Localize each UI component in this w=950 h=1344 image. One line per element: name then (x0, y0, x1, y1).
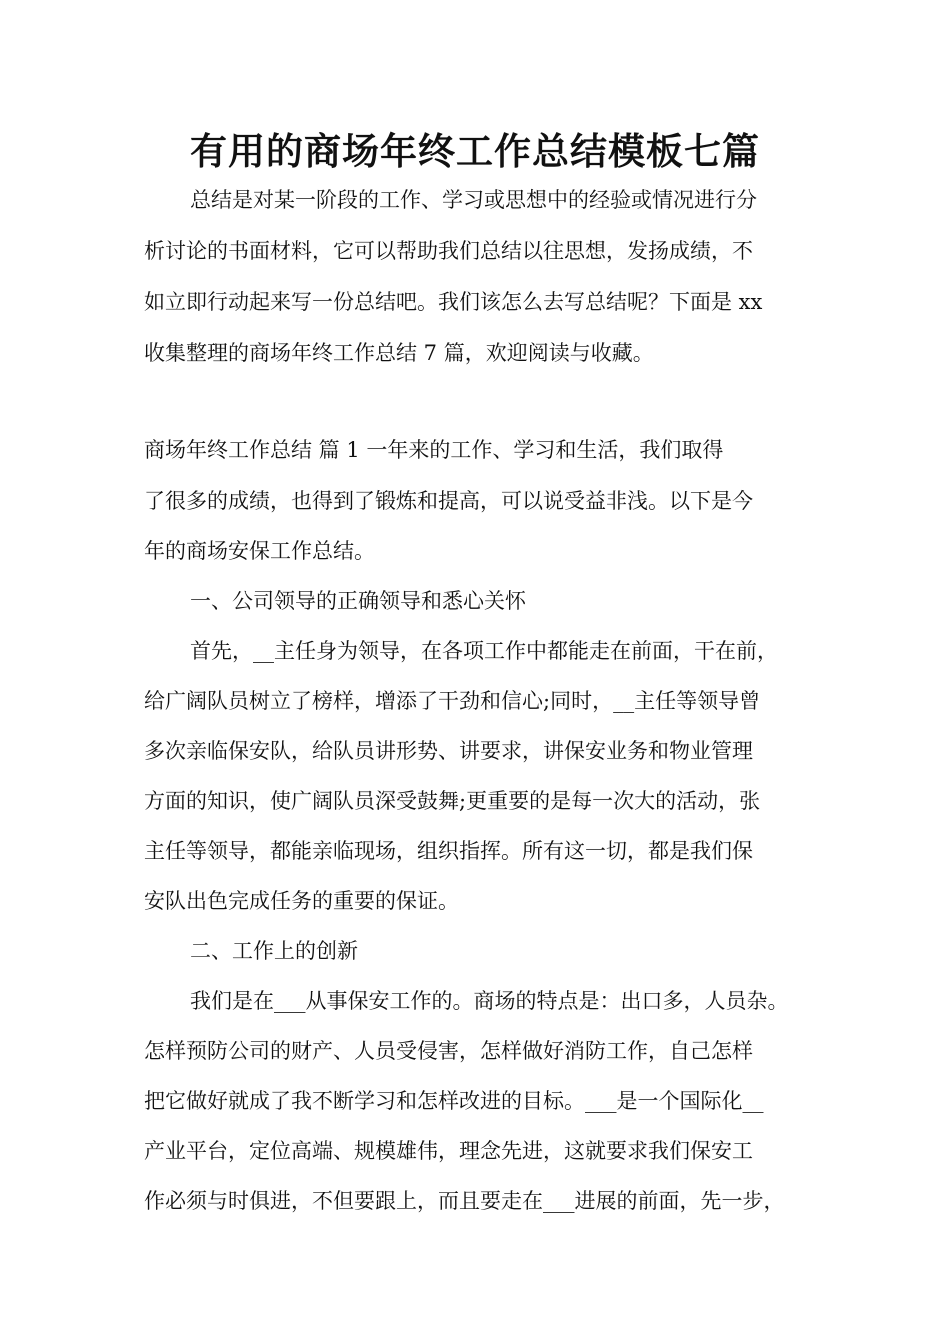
intro-line-1: 总结是对某一阶段的工作、学习或思想中的经验或情况进行分 (190, 188, 757, 212)
body-line: 产业平台，定位高端、规模雄伟，理念先进，这就要求我们保安工 (144, 1139, 753, 1163)
body-line: 方面的知识，使广阔队员深受鼓舞;更重要的是每一次大的活动，张 (144, 789, 761, 813)
body-line: 多次亲临保安队，给队员讲形势、讲要求，讲保安业务和物业管理 (144, 739, 753, 763)
body-line: 怎样预防公司的财产、人员受侵害，怎样做好消防工作，自己怎样 (144, 1039, 753, 1063)
body-line: 安队出色完成任务的重要的保证。 (144, 889, 459, 913)
intro-line-4: 收集整理的商场年终工作总结 7 篇，欢迎阅读与收藏。 (144, 341, 654, 365)
body-line: 首先，__主任身为领导，在各项工作中都能走在前面，干在前， (190, 639, 778, 663)
document-title: 有用的商场年终工作总结模板七篇 (190, 130, 760, 173)
body-line: 年的商场安保工作总结。 (144, 539, 375, 563)
section-1-heading-line: 商场年终工作总结 篇 1 一年来的工作、学习和生活，我们取得 (144, 438, 724, 462)
subheading-leadership: 一、公司领导的正确领导和悉心关怀 (190, 589, 526, 613)
subheading-innovation: 二、工作上的创新 (190, 939, 358, 963)
body-line: 把它做好就成了我不断学习和怎样改进的目标。___是一个国际化__ (144, 1089, 764, 1113)
body-line: 给广阔队员树立了榜样，增添了干劲和信心;同时，__主任等领导曾 (144, 689, 761, 713)
intro-line-3: 如立即行动起来写一份总结吧。我们该怎么去写总结呢？下面是 xx (144, 290, 763, 314)
body-line: 了很多的成绩，也得到了锻炼和提高，可以说受益非浅。以下是今 (144, 489, 753, 513)
body-line: 我们是在___从事保安工作的。商场的特点是：出口多，人员杂。 (190, 989, 789, 1013)
body-line: 主任等领导，都能亲临现场，组织指挥。所有这一切，都是我们保 (144, 839, 753, 863)
intro-line-2: 析讨论的书面材料，它可以帮助我们总结以往思想，发扬成绩，不 (144, 239, 753, 263)
body-line: 作必须与时俱进，不但要跟上，而且要走在___进展的前面，先一步， (144, 1189, 785, 1213)
